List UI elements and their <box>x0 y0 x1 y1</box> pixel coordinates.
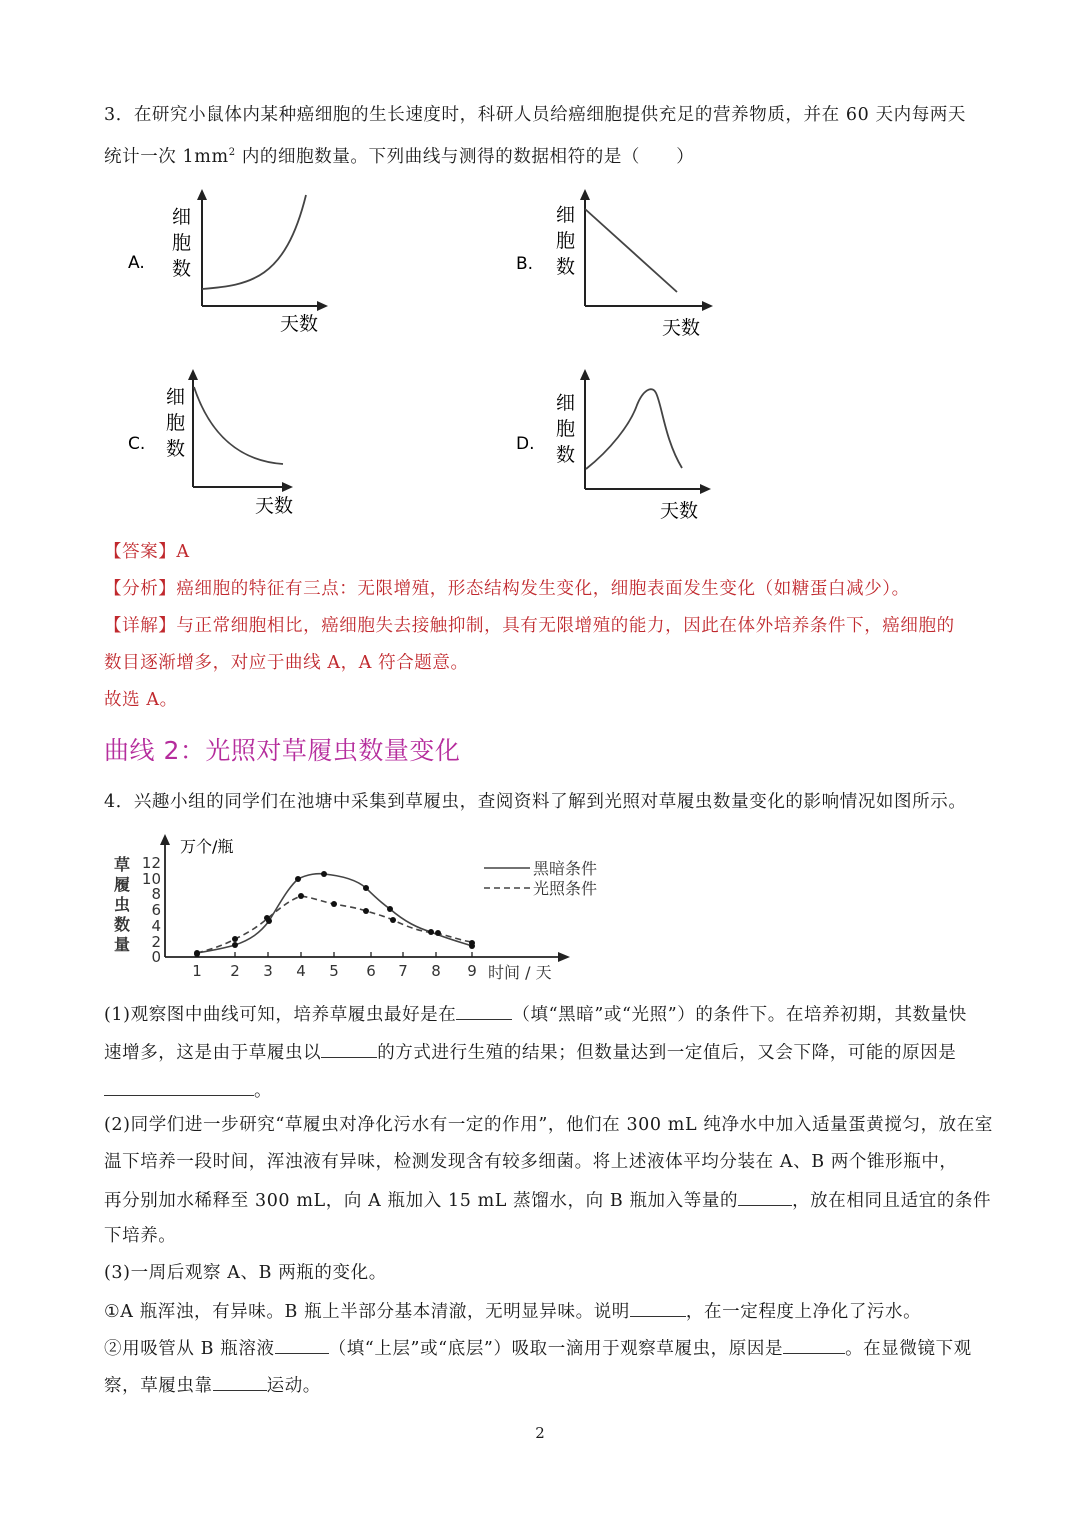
q4-p2-text-a: 再分别加水稀释至 300 mL，向 A 瓶加入 15 mL 蒸馏水，向 B 瓶加入等量的 <box>104 1191 739 1211</box>
chart-y-label <box>114 855 130 954</box>
arrow-right-icon <box>282 482 293 492</box>
svg-text:草: 草 <box>114 855 131 874</box>
option-a-xlabel: 天数 <box>280 313 319 335</box>
option-b-label: B. <box>516 254 534 274</box>
option-b-ylabel-3: 数 <box>556 256 576 278</box>
q4-p3-b <box>104 1335 972 1361</box>
chart-y-unit: 万个/瓶 <box>180 837 234 856</box>
option-a-curve <box>202 195 306 289</box>
chart-x-label: 时间 / 天 <box>488 963 552 982</box>
option-c-curve <box>194 387 283 464</box>
q4-p1-text-b: （填“黑暗”或“光照”）的条件下。在培养初期，其数量快 <box>512 1005 967 1025</box>
q3-stem-line2-post: 内的细胞数量。下列曲线与测得的数据相符的是（ ） <box>235 146 695 167</box>
page-number: 2 <box>535 1424 545 1442</box>
conclusion-line: 故选 A。 <box>104 690 178 710</box>
q4-p1-text-a: (1)观察图中曲线可知，培养草履虫最好是在 <box>104 1005 457 1025</box>
option-d-graph <box>510 365 730 525</box>
svg-text:1: 1 <box>192 962 202 980</box>
q4-p3-c-pre: 察，草履虫靠 <box>104 1376 213 1396</box>
section-heading: 曲线 2：光照对草履虫数量变化 <box>104 736 461 765</box>
option-c-xlabel: 天数 <box>255 495 294 517</box>
answer-blank-8[interactable] <box>213 1372 267 1391</box>
analysis-line <box>104 577 910 601</box>
option-c-ylabel-2: 胞 <box>166 412 186 434</box>
arrow-up-icon <box>580 369 590 380</box>
q4-p3-c <box>104 1372 321 1398</box>
detail-text-1: 与正常细胞相比，癌细胞失去接触抑制，具有无限增殖的能力，因此在体外培养条件下，癌细胞的 <box>176 616 955 636</box>
paramecium-line-chart <box>100 828 620 988</box>
arrow-up-icon <box>197 189 207 200</box>
q4-p2-text-b: ，放在相同且适宜的条件 <box>792 1191 992 1211</box>
option-d-curve <box>586 389 682 469</box>
q3-stem-line2-pre: 统计一次 1mm <box>104 146 229 167</box>
svg-text:2: 2 <box>230 962 240 980</box>
q4-p3-line1: (3)一周后观察 A、B 两瓶的变化。 <box>104 1263 387 1283</box>
chart-y-ticks <box>142 854 161 966</box>
svg-text:5: 5 <box>329 962 339 980</box>
q3-stem-line1: 3．在研究小鼠体内某种癌细胞的生长速度时，科研人员给癌细胞提供充足的营养物质，并在 60 天内每两天 <box>104 105 967 125</box>
arrow-up-icon <box>160 834 170 845</box>
answer-value: A <box>176 542 190 562</box>
svg-text:量: 量 <box>114 935 131 954</box>
arrow-up-icon <box>580 189 590 200</box>
legend-dark: 黑暗条件 <box>533 859 598 878</box>
q4-p1-text-c: 速增多，这是由于草履虫以 <box>104 1043 322 1063</box>
svg-text:2: 2 <box>151 933 161 951</box>
answer-blank-3[interactable] <box>104 1077 254 1096</box>
option-b-xlabel: 天数 <box>662 317 701 339</box>
svg-text:0: 0 <box>151 948 161 966</box>
option-b-ylabel-2: 胞 <box>556 230 576 252</box>
q4-p1-text-end: 。 <box>254 1081 273 1101</box>
option-a-ylabel-3: 数 <box>172 258 192 280</box>
q4-p2-line1: (2)同学们进一步研究“草履虫对净化污水有一定的作用”，他们在 300 mL 纯净水中加入适量蛋黄搅匀，放在室 <box>104 1115 993 1135</box>
option-d-ylabel-3: 数 <box>556 444 576 466</box>
option-a-label: A. <box>128 253 145 273</box>
answer-blank-4[interactable] <box>738 1187 792 1206</box>
svg-text:7: 7 <box>398 962 408 980</box>
chart-x-ticks <box>192 962 477 980</box>
option-c-ylabel-1: 细 <box>166 386 186 408</box>
q4-intro: 4．兴趣小组的同学们在池塘中采集到草履虫，查阅资料了解到光照对草履虫数量变化的影响情况如图所示。 <box>104 792 967 812</box>
q4-p1-line1 <box>104 1001 967 1027</box>
svg-text:10: 10 <box>141 870 161 888</box>
option-d-xlabel: 天数 <box>660 500 699 522</box>
arrow-right-icon <box>317 301 328 311</box>
option-d-ylabel-1: 细 <box>556 392 576 414</box>
option-b-graph <box>510 185 730 345</box>
q4-p1-line2 <box>104 1039 956 1065</box>
svg-text:履: 履 <box>114 875 131 894</box>
arrow-up-icon <box>188 369 198 380</box>
answer-blank-7[interactable] <box>783 1335 845 1354</box>
detail-tag: 【详解】 <box>104 616 177 636</box>
option-b-ylabel-1: 细 <box>556 204 576 226</box>
svg-text:数: 数 <box>114 915 131 934</box>
q4-p3-a-post: ，在一定程度上净化了污水。 <box>685 1302 922 1322</box>
option-c-graph <box>120 365 340 525</box>
q4-p3-b-pre: ②用吸管从 B 瓶溶液 <box>104 1339 275 1359</box>
q4-p1-text-d: 的方式进行生殖的结果；但数量达到一定值后，又会下降，可能的原因是 <box>377 1043 957 1063</box>
option-a-graph <box>120 185 340 340</box>
q3-stem-line2 <box>104 141 694 169</box>
answer-blank-5[interactable] <box>630 1298 686 1317</box>
svg-text:6: 6 <box>151 901 161 919</box>
answer-blank-1[interactable] <box>456 1001 512 1020</box>
svg-text:8: 8 <box>151 885 161 903</box>
answer-blank-2[interactable] <box>321 1039 377 1058</box>
q3-superscript: 2 <box>228 147 236 158</box>
q4-p2-line4: 下培养。 <box>104 1226 177 1246</box>
chart-legend <box>484 859 597 898</box>
svg-text:8: 8 <box>431 962 441 980</box>
svg-text:6: 6 <box>366 962 376 980</box>
series-dark-line <box>197 874 472 953</box>
q4-p1-line3 <box>104 1077 272 1103</box>
arrow-right-icon <box>702 301 713 311</box>
q4-p2-line2: 温下培养一段时间，浑浊液有异味，检测发现含有较多细菌。将上述液体平均分装在 A、B 两个锥形瓶中， <box>104 1152 958 1172</box>
svg-text:虫: 虫 <box>114 895 131 914</box>
option-d-ylabel-2: 胞 <box>556 418 576 440</box>
option-b-curve <box>585 209 677 292</box>
series-dark-markers <box>194 871 475 956</box>
q4-p3-a-pre: ①A 瓶浑浊，有异味。B 瓶上半部分基本清澈，无明显异味。说明 <box>104 1302 630 1322</box>
detail-line1 <box>104 614 955 638</box>
q4-p3-b-mid: （填“上层”或“底层”）吸取一滴用于观察草履虫，原因是 <box>328 1339 784 1359</box>
svg-text:3: 3 <box>263 962 273 980</box>
arrow-right-icon <box>700 484 711 494</box>
svg-text:4: 4 <box>296 962 306 980</box>
q4-p2-line3 <box>104 1187 991 1213</box>
answer-line <box>104 540 190 564</box>
answer-tag: 【答案】 <box>104 542 177 562</box>
q4-p3-b-post: 。在显微镜下观 <box>845 1339 972 1359</box>
detail-line2: 数目逐渐增多，对应于曲线 A，A 符合题意。 <box>104 653 469 673</box>
q4-p3-a <box>104 1298 921 1324</box>
option-a-ylabel-2: 胞 <box>172 232 192 254</box>
option-c-label: C. <box>128 434 146 454</box>
svg-text:12: 12 <box>141 854 161 872</box>
option-c-ylabel-3: 数 <box>166 438 186 460</box>
option-d-label: D. <box>516 434 535 454</box>
option-a-ylabel-1: 细 <box>172 206 192 228</box>
analysis-tag: 【分析】 <box>104 579 177 599</box>
arrow-right-icon <box>558 952 570 962</box>
svg-text:9: 9 <box>467 962 477 980</box>
svg-text:4: 4 <box>151 917 161 935</box>
q4-p3-c-post: 运动。 <box>266 1376 321 1396</box>
answer-blank-6[interactable] <box>275 1335 329 1354</box>
legend-light: 光照条件 <box>533 879 598 898</box>
analysis-text: 癌细胞的特征有三点：无限增殖，形态结构发生变化，细胞表面发生变化（如糖蛋白减少）。 <box>176 579 910 599</box>
